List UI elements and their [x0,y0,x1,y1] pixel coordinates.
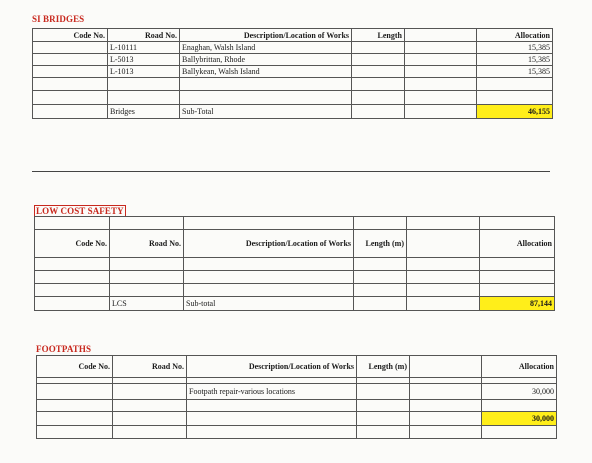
cell-description [187,400,357,412]
cell-description: Sub-total [184,297,354,311]
header-length: Length [352,29,405,42]
cell-length [354,258,407,271]
table-row [35,284,555,297]
cell-blank [405,66,477,78]
cell-road-no: L-10111 [108,42,180,54]
cell-road-no [110,271,184,284]
cell-allocation [477,78,553,91]
cell-description [184,271,354,284]
cell-blank [405,91,477,105]
header-length: Length (m) [354,230,407,258]
header-allocation: Allocation [477,29,553,42]
table-header-row [35,230,555,258]
cell-length [352,42,405,54]
cell-allocation [477,91,553,105]
table-row [35,217,555,230]
table-row [37,384,557,400]
cell-blank [405,78,477,91]
cell-description [184,284,354,297]
cell-code-no [33,105,108,119]
cell-allocation [480,271,555,284]
cell-allocation: 30,000 [482,384,557,400]
header-allocation: Allocation [482,356,557,378]
low-cost-safety-table [34,216,555,311]
cell-length [352,105,405,119]
header-length: Length (m) [357,356,410,378]
cell-code-no [33,78,108,91]
cell-blank [410,400,482,412]
cell-blank [407,297,480,311]
cell-description [184,258,354,271]
header-code-no: Code No. [33,29,108,42]
cell-description: Footpath repair-various locations [187,384,357,400]
cell-road-no [113,412,187,426]
table-row [33,78,553,91]
cell-road-no: L-5013 [108,54,180,66]
low-cost-safety-title: LOW COST SAFETY [36,206,124,216]
footpaths-table [36,355,557,439]
cell-road-no: L-1013 [108,66,180,78]
subtotal-row [33,105,553,119]
table-header-row [37,356,557,378]
cell-code-no [35,258,110,271]
cell-allocation [482,400,557,412]
cell-length [354,297,407,311]
table-row [33,54,553,66]
subtotal-allocation: 30,000 [482,412,557,426]
cell-road-no: Bridges [108,105,180,119]
cell-code-no [35,284,110,297]
table-row [35,271,555,284]
subtotal-allocation: 87,144 [480,297,555,311]
header-blank [405,29,477,42]
cell-road-no [113,400,187,412]
cell-code-no [35,271,110,284]
cell-code-no [33,42,108,54]
cell-allocation [480,284,555,297]
cell-code-no [37,412,113,426]
cell-road-no [110,258,184,271]
subtotal-allocation: 46,155 [477,105,553,119]
cell-blank [405,54,477,66]
cell-code-no [33,91,108,105]
cell-description [180,91,352,105]
subtotal-row [37,412,557,426]
cell-length [352,66,405,78]
subtotal-row [35,297,555,311]
table-header-row [33,29,553,42]
header-road-no: Road No. [113,356,187,378]
cell-description: Enaghan, Walsh Island [180,42,352,54]
section-divider [32,171,550,172]
cell-allocation: 15,385 [477,66,553,78]
table-row [33,66,553,78]
cell-description: Sub-Total [180,105,352,119]
cell-code-no [37,384,113,400]
cell-blank [410,412,482,426]
cell-code-no [33,54,108,66]
header-description: Description/Location of Works [180,29,352,42]
cell-blank [407,271,480,284]
cell-length [357,400,410,412]
table-row [37,426,557,439]
cell-allocation: 15,385 [477,54,553,66]
cell-length [357,412,410,426]
cell-code-no [33,66,108,78]
cell-description [187,412,357,426]
cell-blank [410,384,482,400]
table-row [37,400,557,412]
cell-road-no [108,91,180,105]
cell-length [352,91,405,105]
cell-length [357,384,410,400]
header-blank [407,230,480,258]
header-road-no: Road No. [108,29,180,42]
header-allocation: Allocation [480,230,555,258]
cell-length [352,78,405,91]
cell-road-no [110,284,184,297]
cell-blank [405,42,477,54]
cell-length [354,284,407,297]
table-row [35,258,555,271]
table-row [33,91,553,105]
cell-road-no: LCS [110,297,184,311]
cell-description [180,78,352,91]
table-row [33,42,553,54]
header-description: Description/Location of Works [187,356,357,378]
footpaths-title: FOOTPATHS [36,344,92,354]
header-description: Description/Location of Works [184,230,354,258]
cell-length [354,271,407,284]
cell-road-no [113,384,187,400]
cell-allocation [480,258,555,271]
si-bridges-title: SI BRIDGES [32,14,85,24]
cell-description: Ballybrittan, Rhode [180,54,352,66]
cell-code-no [37,400,113,412]
si-bridges-table [32,28,553,119]
cell-blank [407,258,480,271]
cell-road-no [108,78,180,91]
cell-allocation: 15,385 [477,42,553,54]
cell-code-no [35,297,110,311]
cell-blank [405,105,477,119]
header-road-no: Road No. [110,230,184,258]
cell-blank [407,284,480,297]
header-code-no: Code No. [37,356,113,378]
header-blank [410,356,482,378]
cell-description: Ballykean, Walsh Island [180,66,352,78]
cell-length [352,54,405,66]
header-code-no: Code No. [35,230,110,258]
